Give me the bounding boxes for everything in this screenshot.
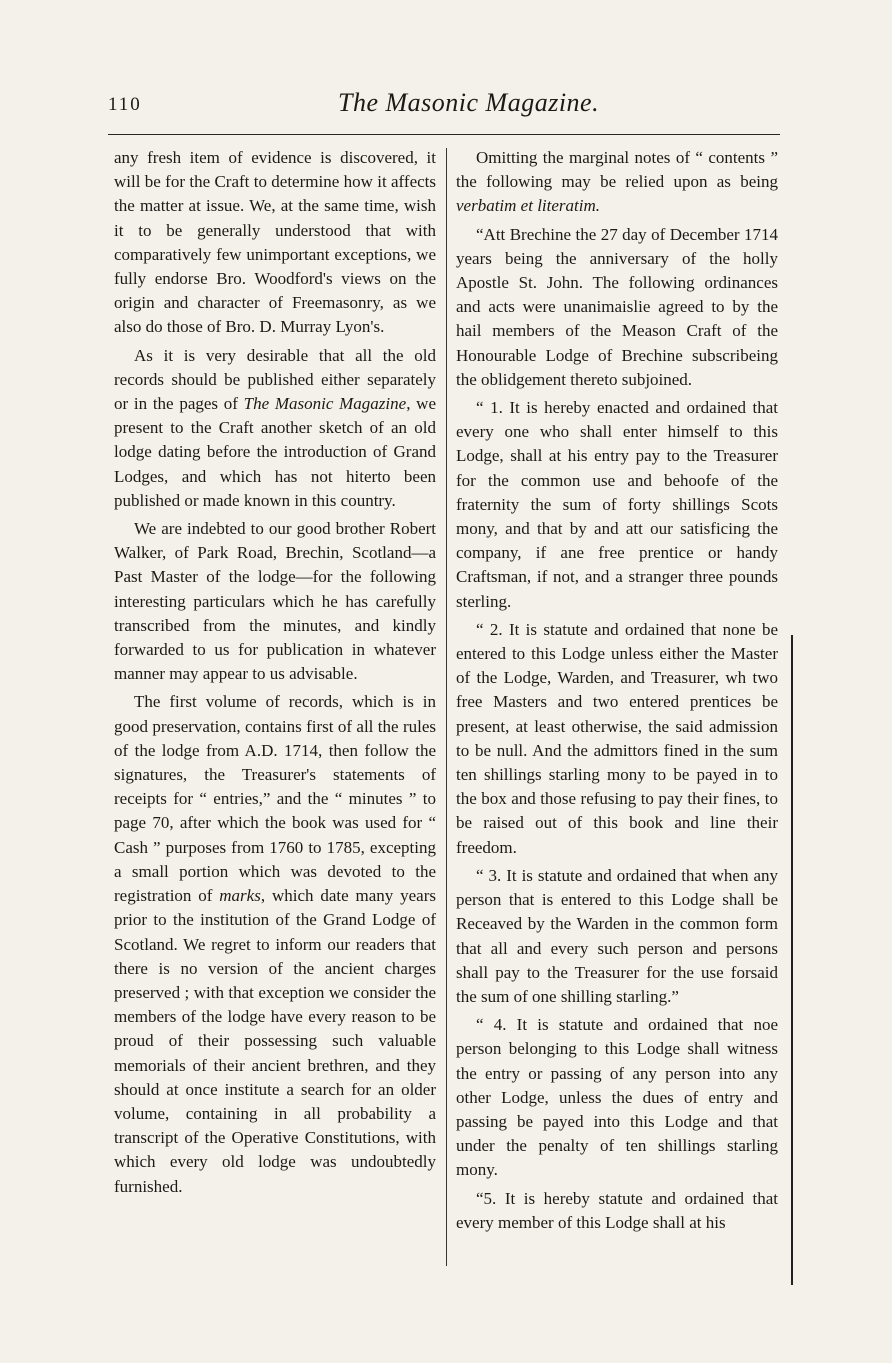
paragraph-text: Omitting the marginal notes of “ contents ” the following may be relied upon as being xyxy=(456,148,778,192)
paragraph xyxy=(114,517,436,686)
paragraph-text: , we present to the Craft another sketch of an old lodge dating before the introduction of Grand Lodges, and which has not hiterto been published or made known in this country. xyxy=(114,394,436,510)
paragraph xyxy=(114,344,436,513)
paragraph xyxy=(456,146,778,219)
paragraph-text: The first volume of records, which is in good preservation, contains first of all the rules of the lodge from A.D. 1714, then follow the signatures, the Treasurer's statements of receipts for “ entries,” and the “ minutes ” to page 70, after which the book was used for “ Cash ” purposes from 1760 to 1785, excepting a small portion which was devoted to the registration of xyxy=(114,692,436,906)
italic-word: marks xyxy=(219,886,261,906)
running-title: The Masonic Magazine. xyxy=(338,88,600,117)
column-divider xyxy=(446,148,447,1266)
paragraph xyxy=(114,690,436,1198)
header-rule xyxy=(108,134,780,135)
page-number: 110 xyxy=(108,94,142,115)
rule-paragraph xyxy=(456,864,778,1009)
rule-paragraph xyxy=(456,396,778,614)
paragraph-text: As it is very desirable that all the old records should be published either separately or in the pages of xyxy=(114,345,436,414)
rule-paragraph xyxy=(456,618,778,860)
paragraph-text: “ 2. It is statute and ordained that none be entered to this Lodge unless either the Master of the Lodge, Warden, and Treasurer, wh two free Masters and two entered prentices be present, at least otherwise, the said admission to be null. And the admittors fined in the sum ten shillings starling mony to be payed in to the box and those refusing to pay their fines, to be raised out of this book and line their freedom. xyxy=(456,619,778,857)
italic-title: The Masonic Magazine xyxy=(243,394,407,414)
paragraph xyxy=(456,223,778,392)
paragraph-text: “5. It is hereby statute and ordained that every member of this Lodge shall at his xyxy=(456,1188,778,1232)
paragraph-text: “ 4. It is statute and ordained that noe person belonging to this Lodge shall witness the entry or passing of any person into any other Lodge, unless the dues of entry and passing be payed into this Lodge and that under the penalty of ten shillings starling mony. xyxy=(456,1015,778,1180)
paragraph-text: “Att Brechine the 27 day of December 1714 years being the anniversary of the holly Apostle St. John. The following ordinances and acts were unanimaislie agreed to by the hail members of the Meason Craft of the Honourable Lodge of Brechine subscribeing the oblidgement thereto subjoined. xyxy=(456,224,778,389)
right-column xyxy=(456,146,778,1239)
paragraph-text: , which date many years prior to the institution of the Grand Lodge of Scotland. We regret to inform our readers that there is no version of the ancient charges preserved ; with that exception we consider the members of the lodge have every reason to be proud of their possessing such valuable memorials of their ancient brethren, and they should at once institute a search for an older volume, containing in all probability a transcript of the Operative Constitutions, with which every old lodge was undoubtedly furnished. xyxy=(114,886,436,1196)
paragraph-text: “ 1. It is hereby enacted and ordained that every one who shall enter himself to this Lodge, shall at his entry pay to the Treasurer for the common use and behoofe of the fraternity the sum of forty shillings Scots mony, and that by and att our satisficing the company, if ane free prentice or handy Craftsman, if not, and a stranger three pounds sterling. xyxy=(456,398,778,611)
rule-paragraph xyxy=(456,1013,778,1182)
italic-phrase: verbatim et literatim. xyxy=(456,196,601,216)
paragraph-text: any fresh item of evidence is discovered, it will be for the Craft to determine how it affects the matter at issue. We, at the same time, wish it to be generally understood that with comparatively few unimportant exceptions, we fully endorse Bro. Woodford's views on the origin and character of Freemasonry, as we also do those of Bro. D. Murray Lyon's. xyxy=(114,148,436,337)
left-column xyxy=(114,146,436,1203)
margin-edge-mark xyxy=(791,635,793,1285)
paragraph xyxy=(114,146,436,340)
paragraph-text: “ 3. It is statute and ordained that when any person that is entered to this Lodge shall be Receaved by the Warden in the common form that all and every such person and persons shall pay to the Treasurer for the use forsaid the sum of one shilling starling.” xyxy=(456,865,778,1006)
rule-paragraph xyxy=(456,1187,778,1235)
paragraph-text: We are indebted to our good brother Robert Walker, of Park Road, Brechin, Scotland—a Past Master of the lodge—for the following interesting particulars which he has carefully transcribed from the minutes, and kindly forwarded to us for publication in whatever manner may appear to us advisable. xyxy=(114,519,436,684)
